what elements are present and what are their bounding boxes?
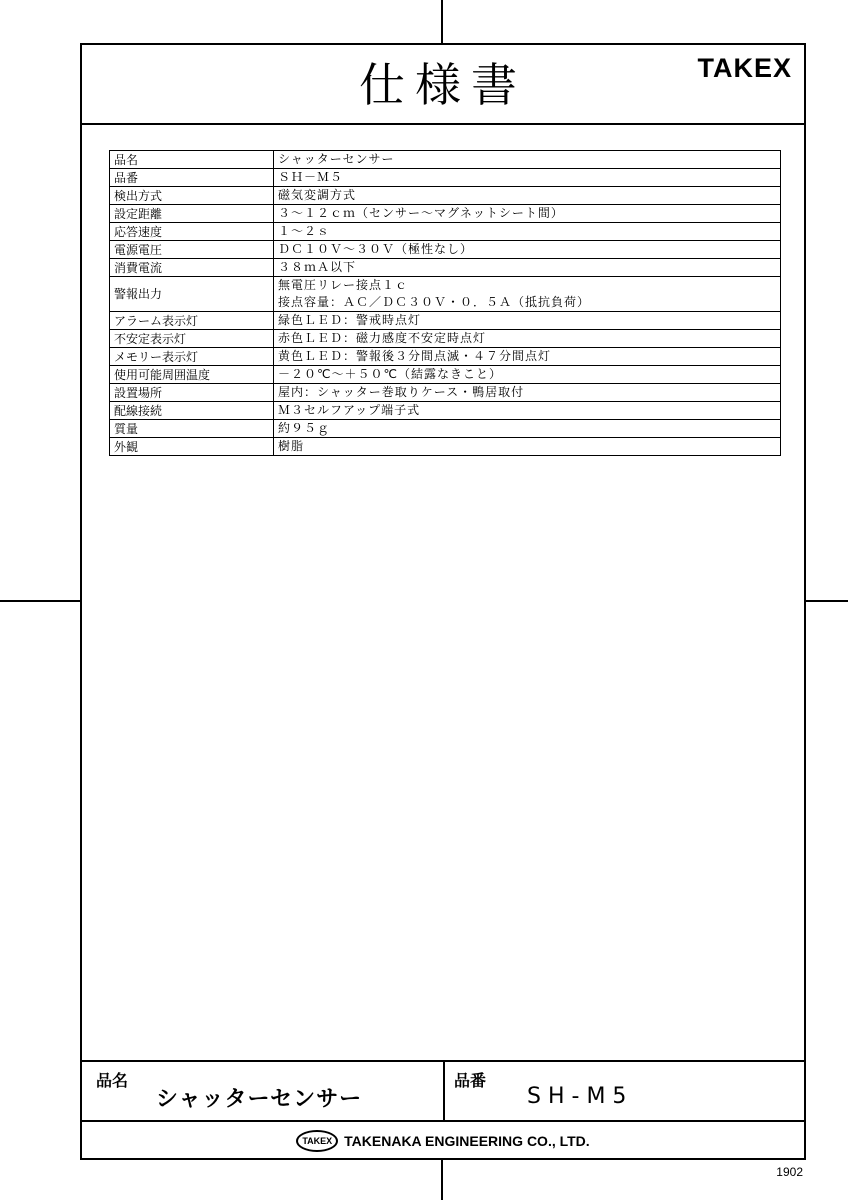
crop-mark-left [0, 600, 80, 602]
spec-row [110, 438, 781, 456]
spec-value-line: 無電圧リレー接点１ｃ [278, 278, 409, 292]
spec-value [274, 438, 781, 456]
spec-label: 検出方式 [110, 187, 274, 205]
spec-row [110, 259, 781, 277]
document-title: 仕様書 [359, 58, 527, 112]
spec-value-line: シャッターセンサー [278, 152, 395, 166]
crop-mark-bottom [441, 1160, 443, 1200]
company-name: TAKENAKA ENGINEERING CO., LTD. [344, 1133, 590, 1149]
spec-label: 質量 [110, 420, 274, 438]
spec-row [110, 348, 781, 366]
spec-label: 設定距離 [110, 205, 274, 223]
spec-row [110, 151, 781, 169]
crop-mark-right [806, 600, 848, 602]
spec-value [274, 384, 781, 402]
spec-value [274, 205, 781, 223]
spec-row [110, 384, 781, 402]
spec-row [110, 187, 781, 205]
spec-value-line: ３～１２ｃｍ（センサー～マグネットシート間） [278, 206, 564, 220]
spec-value-line: －２０℃～＋５０℃（結露なきこと） [278, 367, 502, 381]
spec-row [110, 205, 781, 223]
crop-mark-top [441, 0, 443, 43]
spec-row [110, 420, 781, 438]
footer-divider [443, 1062, 445, 1120]
footer-model-number: SH-M5 [527, 1084, 634, 1109]
spec-value [274, 277, 781, 312]
takex-logo: TAKEX [697, 53, 792, 83]
spec-value-line: 赤色ＬＥＤ：磁力感度不安定時点灯 [278, 331, 487, 345]
spec-value-line: 黄色ＬＥＤ：警報後３分間点滅・４７分間点灯 [278, 349, 552, 363]
footer-name-label: 品名 [96, 1071, 129, 1090]
spec-label: 設置場所 [110, 384, 274, 402]
spec-value-line: ＤＣ１０Ｖ～３０Ｖ（極性なし） [278, 242, 474, 256]
document-header [82, 45, 804, 125]
spec-label: 応答速度 [110, 223, 274, 241]
specification-table [109, 150, 781, 456]
spec-label: 警報出力 [110, 277, 274, 312]
spec-row [110, 277, 781, 312]
company-logo: TAKEX [296, 1130, 338, 1152]
spec-value [274, 259, 781, 277]
spec-label: 電源電圧 [110, 241, 274, 259]
spec-value-line: 接点容量：ＡＣ／ＤＣ３０Ｖ・０．５Ａ（抵抗負荷） [278, 295, 591, 309]
company-bar [82, 1122, 804, 1158]
spec-value-line: １～２ｓ [278, 224, 331, 238]
spec-value-line: 緑色ＬＥＤ：警戒時点灯 [278, 313, 422, 327]
spec-value-line: 約９５ｇ [278, 421, 331, 435]
spec-value [274, 420, 781, 438]
spec-row [110, 402, 781, 420]
spec-value [274, 169, 781, 187]
spec-value [274, 241, 781, 259]
spec-label: 消費電流 [110, 259, 274, 277]
spec-label: 外観 [110, 438, 274, 456]
document-frame [80, 43, 806, 1160]
spec-value [274, 223, 781, 241]
spec-row [110, 330, 781, 348]
spec-row [110, 312, 781, 330]
spec-label: 使用可能周囲温度 [110, 366, 274, 384]
footer-model-label: 品番 [454, 1071, 487, 1090]
spec-value-line: ３８ｍＡ以下 [278, 260, 357, 274]
spec-value [274, 330, 781, 348]
spec-value [274, 366, 781, 384]
spec-value [274, 402, 781, 420]
spec-label: 配線接続 [110, 402, 274, 420]
spec-label: アラーム表示灯 [110, 312, 274, 330]
spec-row [110, 223, 781, 241]
spec-label: メモリー表示灯 [110, 348, 274, 366]
spec-value-line: Ｍ３セルフアップ端子式 [278, 403, 421, 417]
footer-product-info [82, 1060, 804, 1122]
spec-value-line: 樹脂 [278, 439, 305, 453]
document-code: 1902 [776, 1165, 803, 1179]
spec-value-line: 屋内：シャッター巻取りケース・鴨居取付 [278, 385, 525, 399]
spec-row [110, 241, 781, 259]
spec-row [110, 366, 781, 384]
spec-value-line: ＳＨ－Ｍ５ [278, 170, 344, 184]
spec-label: 品名 [110, 151, 274, 169]
spec-value [274, 348, 781, 366]
spec-value [274, 151, 781, 169]
spec-value [274, 187, 781, 205]
spec-value-line: 磁気変調方式 [278, 188, 357, 202]
spec-value [274, 312, 781, 330]
spec-label: 不安定表示灯 [110, 330, 274, 348]
spec-label: 品番 [110, 169, 274, 187]
footer-product-name: シャッターセンサー [156, 1087, 363, 1112]
spec-row [110, 169, 781, 187]
company-signature [296, 1130, 589, 1152]
